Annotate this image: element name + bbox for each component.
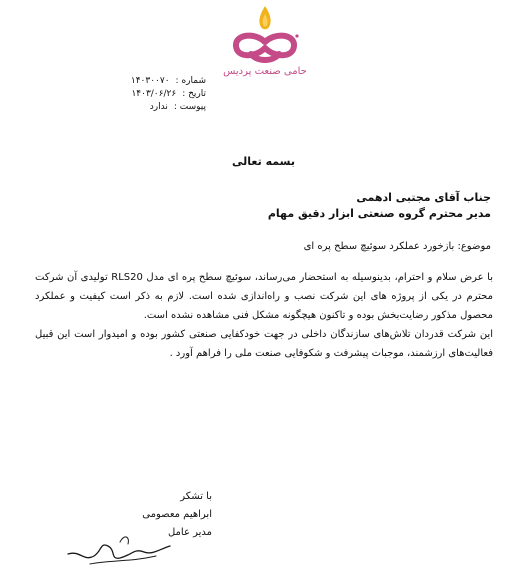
meta-date-row xyxy=(96,88,206,101)
date-value: ۱۴۰۳/۰۶/۲۶ xyxy=(131,89,177,99)
letter-body xyxy=(35,268,493,363)
recipient-title: مدیر محترم گروه صنعتی ابزار دقیق مهام xyxy=(267,207,491,220)
letter-subject: موضوع: بازخورد عملکرد سوئیچ سطح پره ای xyxy=(303,241,491,252)
meta-attachment-row xyxy=(96,101,206,114)
signer-name: ابراهیم معصومی xyxy=(142,509,212,520)
attachment-label: پیوست : xyxy=(173,102,206,112)
company-name: حامی صنعت پردیس xyxy=(223,66,307,77)
meta-number-row xyxy=(96,75,206,88)
number-label: شماره : xyxy=(175,76,206,86)
body-paragraph-2: این شرکت قدردان تلاش‌های سازندگان داخلی در جهت خودکفایی صنعتی کشور بوده و امیدوار است این قبیل فعالیت‌های ارزشمند، موجبات پیشرفت و شکوفایی صنعت ملی را فراهم آورد . xyxy=(35,329,493,359)
body-paragraph-1: با عرض سلام و احترام، بدینوسیله به استحضار می‌رساند، سوئیچ سطح پره ای مدل RLS20 تولیدی آن شرکت محترم در یکی از پروژه های این شرکت نصب و راه‌اندازی شده است. لازم به ذکر است کیفیت و عملکرد محصول مذکور رضایت‌بخش بوده و تاکنون هیچگونه مشکل فنی مشاهده نشده است. xyxy=(35,272,493,321)
recipient-block xyxy=(51,190,491,222)
signer-title: مدیر عامل xyxy=(167,527,212,538)
date-label: تاریخ : xyxy=(182,89,206,99)
letter-meta xyxy=(96,75,206,114)
number-value: ۱۴۰۳۰۰۷۰ xyxy=(130,76,170,86)
handwritten-signature-icon xyxy=(60,520,180,570)
closing-text: با تشکر xyxy=(180,491,212,502)
recipient-name: جناب آقای مجتبی ادهمی xyxy=(356,191,491,204)
attachment-value: ندارد xyxy=(149,102,168,112)
letter-heading: بسمه تعالی xyxy=(232,155,295,168)
